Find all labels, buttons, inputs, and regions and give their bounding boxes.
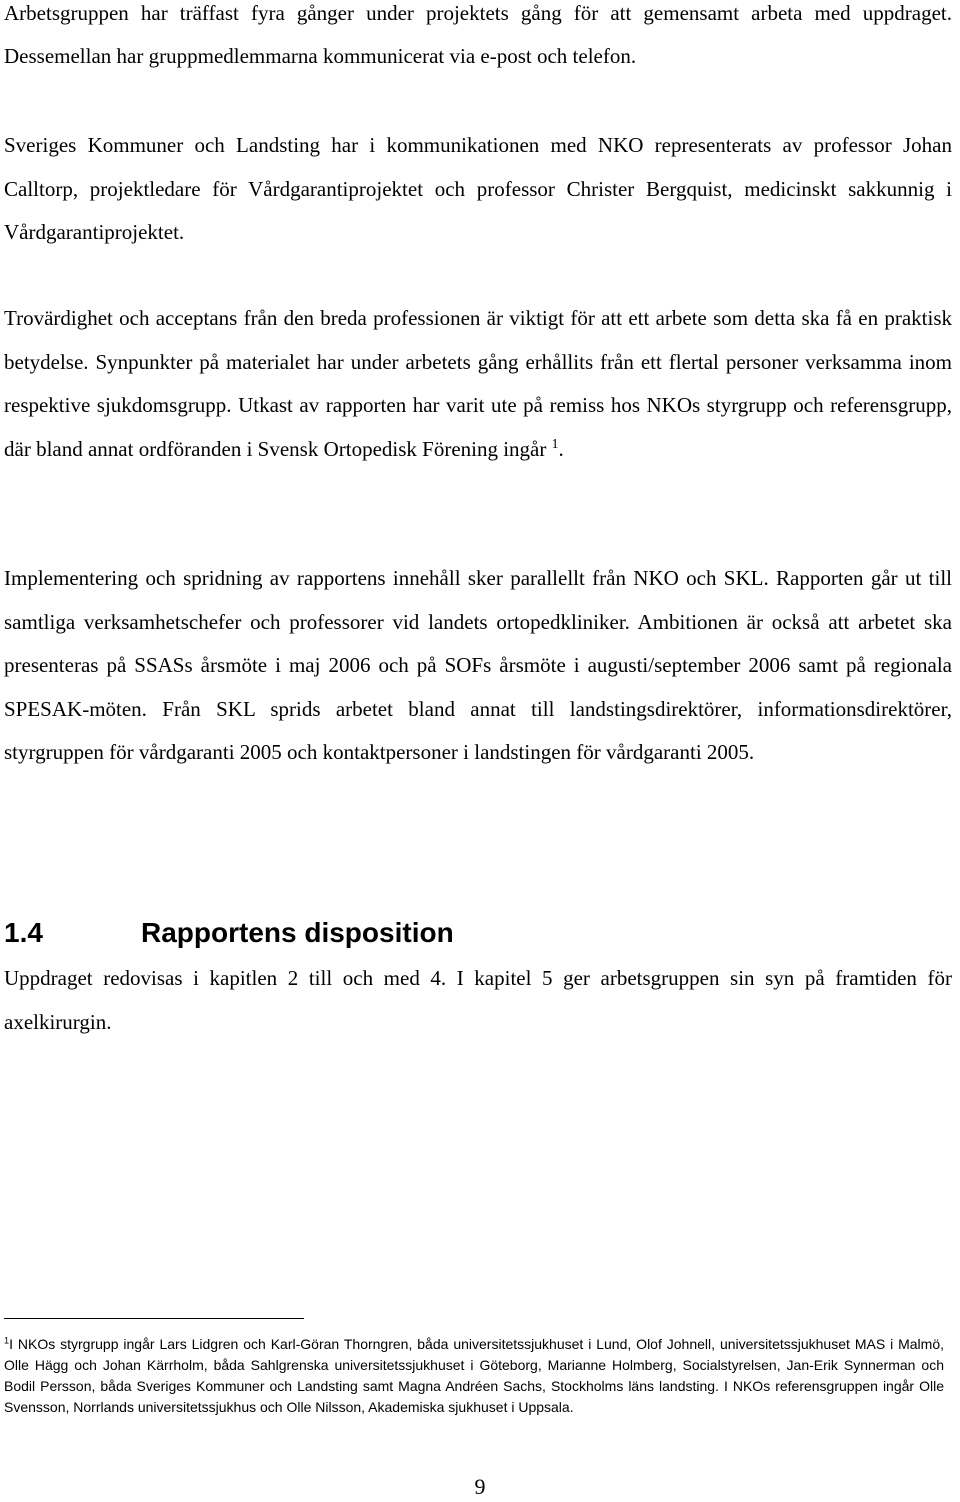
paragraph-working-group: Arbetsgruppen har träffast fyra gånger under projektets gång för att gemensamt arbeta med uppdraget. Dessemellan har gruppmedlemmarna kommunicerat via e-post och telefon. bbox=[4, 1, 952, 68]
paragraph-credibility bbox=[4, 297, 952, 471]
paragraph-credibility-end: . bbox=[558, 436, 564, 461]
section-title: Rapportens disposition bbox=[141, 917, 454, 948]
section-number: 1.4 bbox=[4, 917, 43, 948]
paragraph-implementation: Implementering och spridning av rapportens innehåll sker parallellt från NKO och SKL. Rapporten går ut till samtliga verksamhetschefer och professorer vid landets ortopedkliniker. Ambitionen är också att arbetet ska presenteras på SSASs årsmöte i maj 2006 och på SOFs årsmöte i augusti/september 2006 samt på regionala SPESAK-möten. Från SKL sprids arbetet bland annat till landstingsdirektörer, informationsdirektörer, styrgruppen för vårdgaranti 2005 och kontaktpersoner i landstingen för vårdgaranti 2005. bbox=[4, 566, 952, 764]
paragraph-skl-representation: Sveriges Kommuner och Landsting har i kommunikationen med NKO representerats av professor Johan Calltorp, projektledare för Vårdgarantiprojektet och professor Christer Bergquist, medicinskt sakkunnig i Vårdgarantiprojektet. bbox=[4, 133, 952, 244]
footnote-text: I NKOs styrgrupp ingår Lars Lidgren och Karl-Göran Thorngren, båda universitetssjukhuset i Lund, Olof Johnell, universitetssjukhuset MAS i Malmö, Olle Hägg och Johan Kärrholm, båda Sahlgrenska universitetssjukhuset i Göteborg, Marianne Holmberg, Socialstyrelsen, Jan-Erik Synnerman och Bodil Persson, båda Sveriges Kommuner och Landsting samt Magna Andréen Sachs, Stockholms läns landsting. I NKOs referensgruppen ingår Olle Svensson, Norrlands universitetssjukhus och Olle Nilsson, Akademiska sjukhuset i Uppsala. bbox=[4, 1336, 944, 1415]
paragraph-credibility-text: Trovärdighet och acceptans från den breda professionen är viktigt för att ett arbete som detta ska få en praktisk betydelse. Synpunkter på materialet har under arbetets gång erhållits från ett flertal personer verksamma inom respektive sjukdomsgrupp. Utkast av rapporten har varit ute på remiss hos NKOs styrgrupp och referensgrupp, där bland annat ordföranden i Svensk Ortopedisk Förening ingår bbox=[4, 306, 952, 461]
footnote bbox=[4, 1334, 944, 1418]
page-number: 9 bbox=[474, 1474, 486, 1499]
footnote-separator bbox=[4, 1318, 304, 1319]
paragraph-disposition: Uppdraget redovisas i kapitlen 2 till och med 4. I kapitel 5 ger arbetsgruppen sin syn på framtiden för axelkirurgin. bbox=[4, 966, 952, 1034]
section-heading bbox=[4, 910, 454, 956]
footnote-marker: 1 bbox=[4, 1335, 10, 1346]
footnote-reference[interactable]: 1 bbox=[551, 435, 559, 451]
